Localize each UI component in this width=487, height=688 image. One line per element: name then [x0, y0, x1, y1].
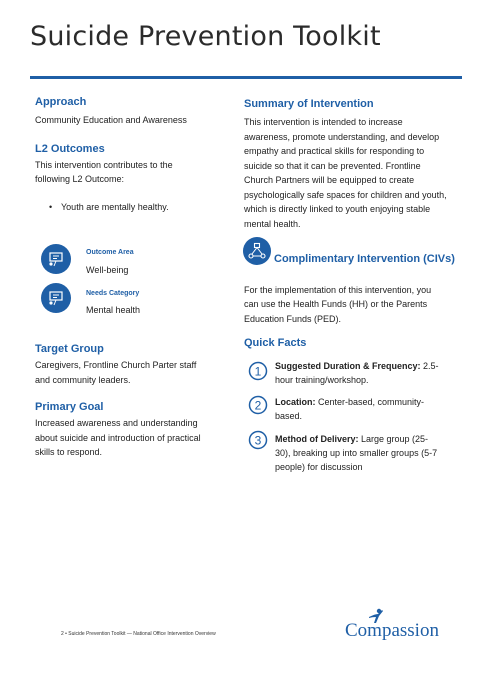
- primary-goal-line1: Increased awareness and understanding: [35, 418, 198, 428]
- network-icon: [243, 237, 271, 265]
- target-group-line2: and community leaders.: [35, 375, 131, 385]
- summary-heading: Summary of Intervention: [244, 98, 374, 110]
- l2-outcome-bullet: [35, 200, 169, 215]
- l2-outcome-bullet-text: Youth are mentally healthy.: [61, 202, 169, 212]
- l2-outcomes-intro-line2: following L2 Outcome:: [35, 174, 125, 184]
- fact-label: Method of Delivery:: [275, 434, 359, 444]
- number-three-icon: [248, 430, 268, 450]
- civs-line1: For the implementation of this intervention, you: [244, 285, 432, 295]
- needs-category-value: Mental health: [86, 305, 141, 315]
- outcome-area-value: Well-being: [86, 265, 129, 275]
- logo-text: Compassion: [345, 620, 439, 641]
- primary-goal-line3: skills to respond.: [35, 447, 103, 457]
- approach-text: Community Education and Awareness: [35, 115, 187, 125]
- title-divider: [30, 76, 462, 79]
- fact-location: [275, 395, 424, 409]
- primary-goal-line2: about suicide and introduction of practical: [35, 433, 201, 443]
- fact-value-line: people) for discussion: [275, 462, 363, 472]
- fact-value: 2.5-: [420, 361, 439, 371]
- fact-number: 2: [254, 398, 262, 413]
- outcome-area-label: Outcome Area: [86, 249, 134, 256]
- fact-label: Location:: [275, 397, 316, 407]
- summary-line: awareness, promote understanding, and develop: [244, 132, 440, 142]
- summary-line: empathy and practical skills for responding to: [244, 146, 425, 156]
- presentation-icon: [41, 244, 71, 274]
- fact-value-line: hour training/workshop.: [275, 375, 369, 385]
- summary-line: This intervention is intended to increase: [244, 117, 403, 127]
- quick-facts-heading: Quick Facts: [244, 337, 307, 349]
- fact-value-line: 30), breaking up into smaller groups (5-7: [275, 448, 438, 458]
- fact-value: Center-based, community-: [315, 397, 425, 407]
- fact-value-line: based.: [275, 411, 303, 421]
- primary-goal-heading: Primary Goal: [35, 401, 104, 413]
- fact-number: 1: [254, 364, 262, 379]
- needs-category-label: Needs Category: [86, 290, 140, 297]
- fact-value: Large group (25-: [358, 434, 429, 444]
- summary-line: psychologically safe spaces for children and youth,: [244, 190, 447, 200]
- footer-text: 2 • Suicide Prevention Toolkit — National Office Intervention Overview: [61, 631, 216, 637]
- approach-heading: Approach: [35, 96, 87, 108]
- fact-duration: [275, 359, 439, 373]
- l2-outcomes-intro-line1: This intervention contributes to the: [35, 160, 173, 170]
- compassion-logo: [345, 608, 440, 644]
- target-group-heading: Target Group: [35, 343, 104, 355]
- summary-line: mental health.: [244, 219, 301, 229]
- fact-label: Suggested Duration & Frequency:: [275, 361, 421, 371]
- summary-line: suicide so that it can be prevented. Frontline: [244, 161, 421, 171]
- presentation-icon: [41, 283, 71, 313]
- civs-line3: Education Funds (PED).: [244, 314, 342, 324]
- target-group-line1: Caregivers, Frontline Church Parter staff: [35, 360, 197, 370]
- summary-line: which is directly linked to youth enjoying stable: [244, 204, 431, 214]
- civs-line2: can use the Health Funds (HH) or the Parents: [244, 299, 428, 309]
- fact-number: 3: [254, 433, 262, 448]
- page-title: Suicide Prevention Toolkit: [30, 21, 381, 52]
- summary-line: Church Partners will be equipped to create: [244, 175, 415, 185]
- civs-heading: Complimentary Intervention (CIVs): [274, 253, 455, 265]
- bullet-icon: •: [49, 202, 53, 212]
- number-one-icon: [248, 361, 268, 381]
- number-two-icon: [248, 395, 268, 415]
- fact-delivery: [275, 432, 428, 446]
- l2-outcomes-heading: L2 Outcomes: [35, 143, 105, 155]
